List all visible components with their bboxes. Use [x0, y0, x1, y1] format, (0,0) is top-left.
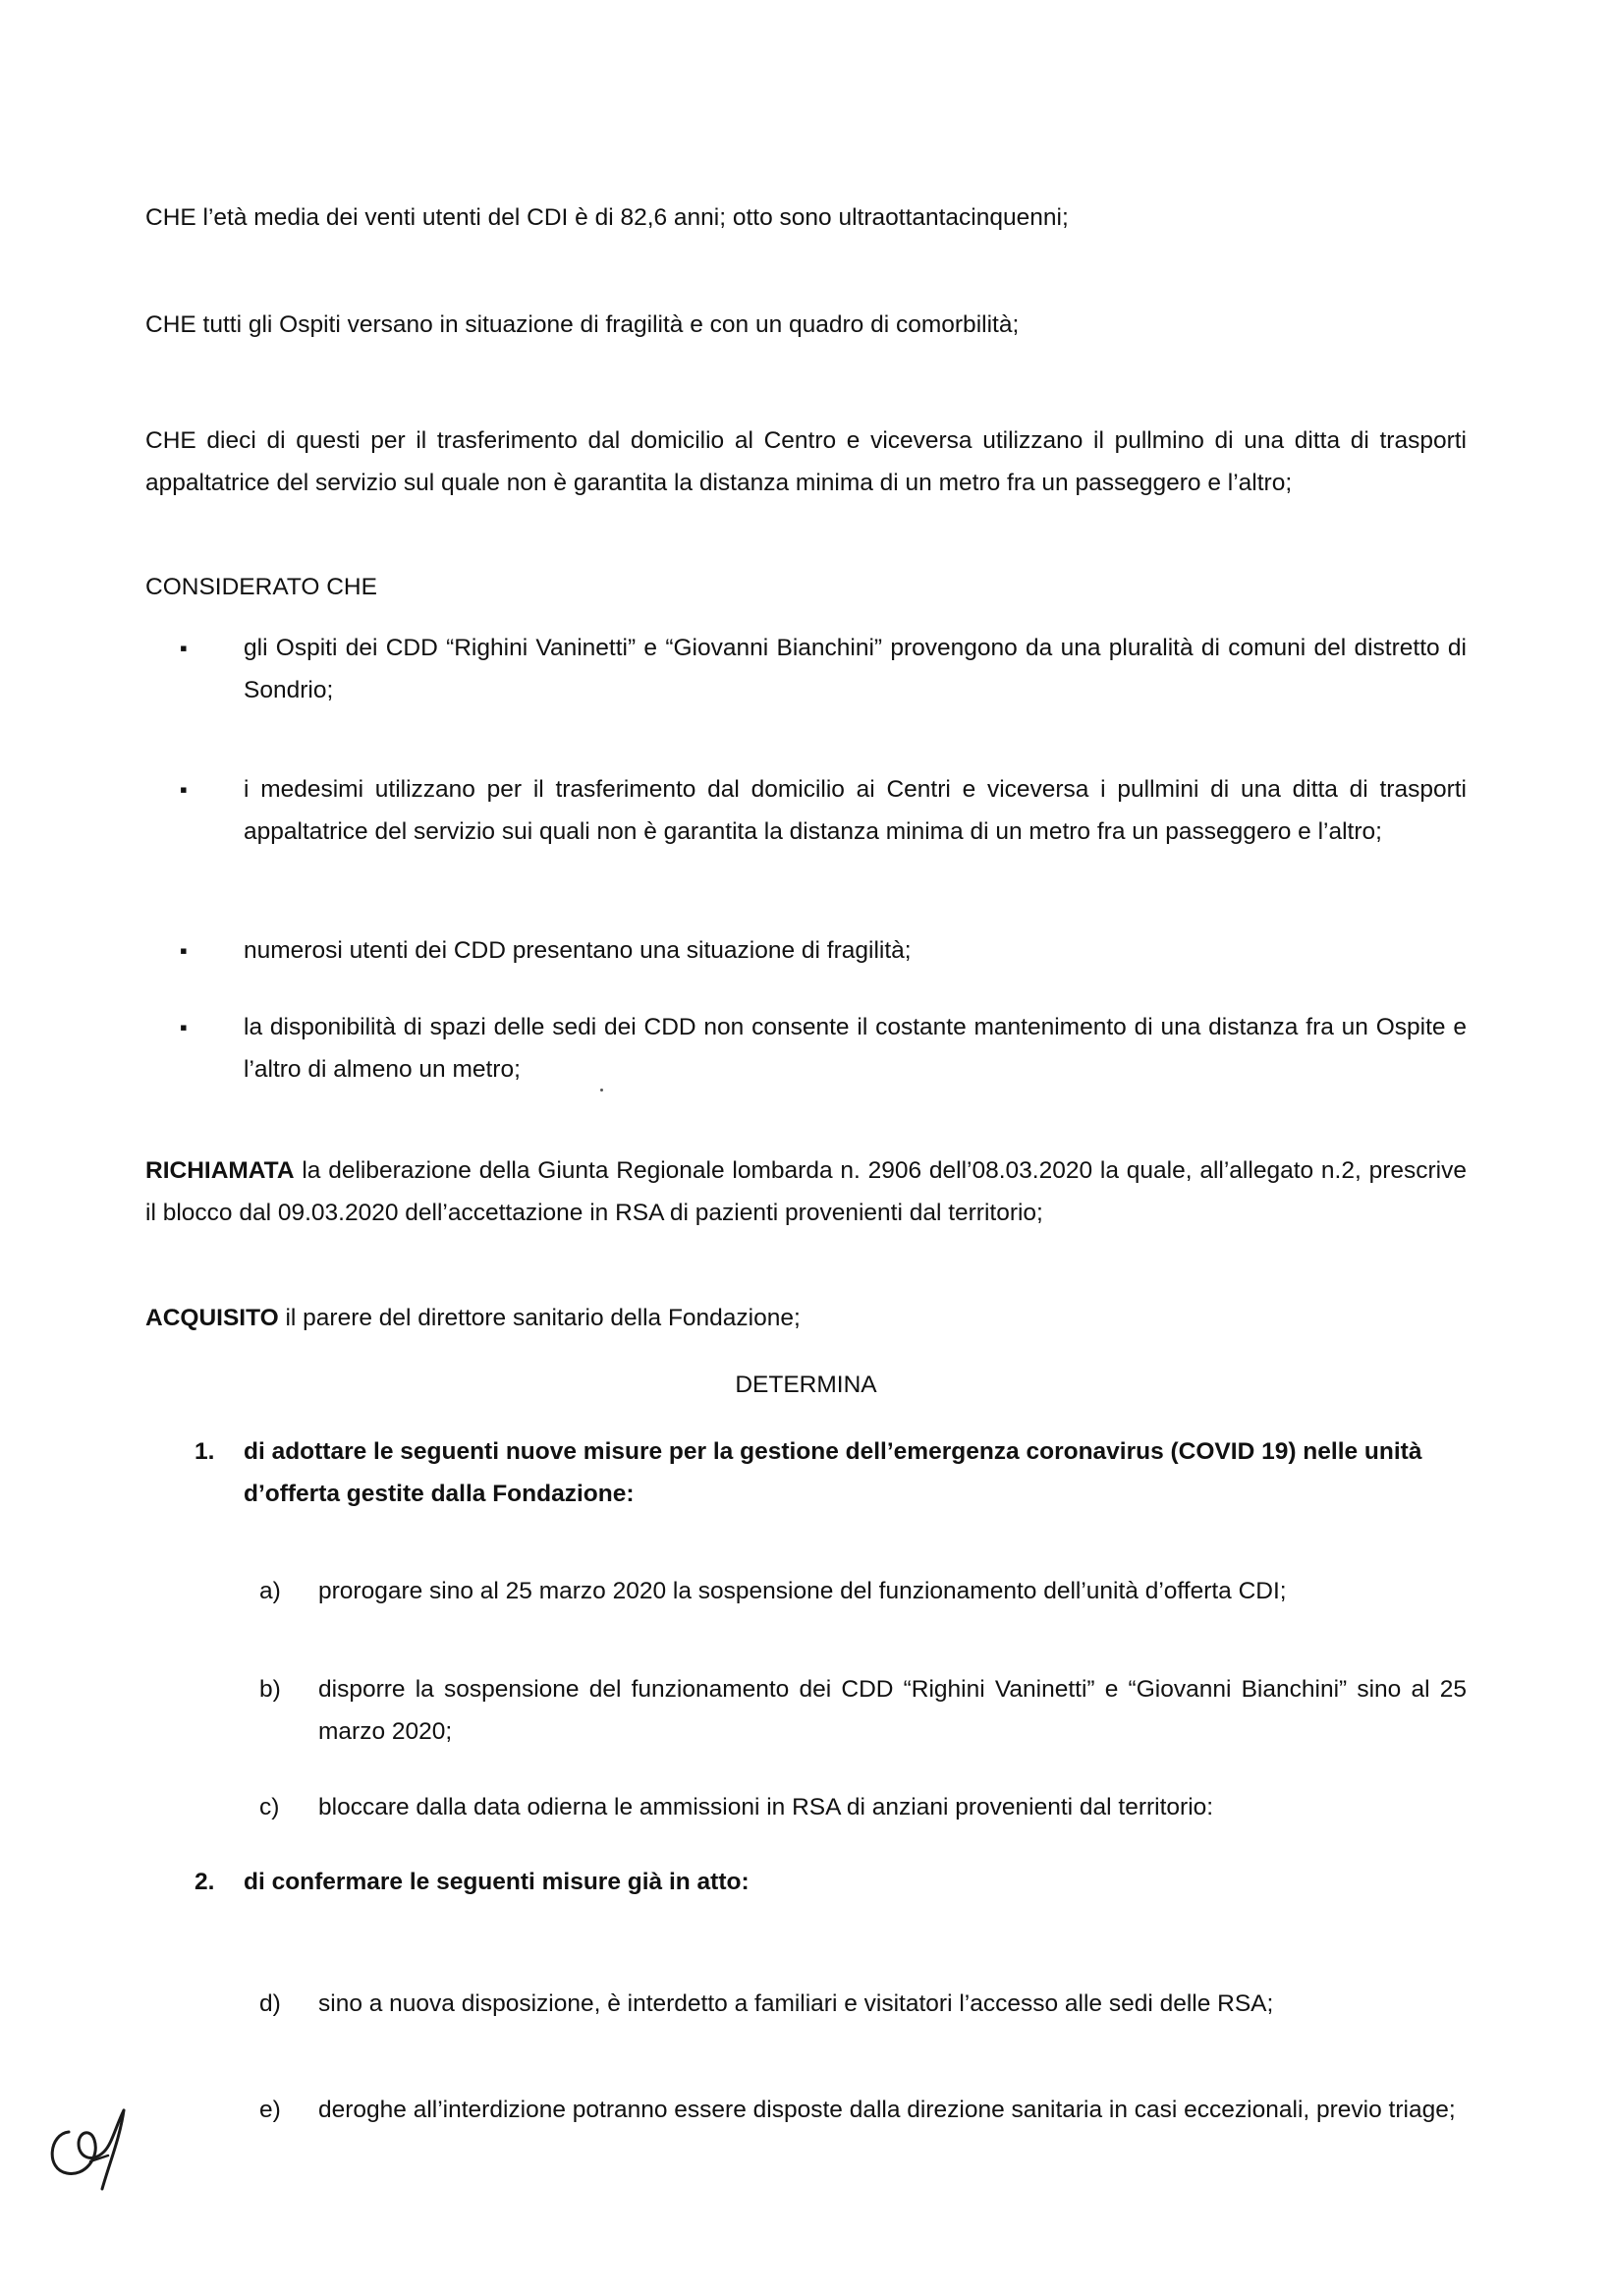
heading-determina: DETERMINA: [735, 1372, 877, 1398]
keyword-acquisito: ACQUISITO: [145, 1305, 279, 1331]
paragraph-text: il parere del direttore sanitario della Fondazione;: [278, 1305, 801, 1331]
bullet-item-4: la disponibilità di spazi delle sedi dei CDD non consente il costante mantenimento di una distanza fra un Ospite e l’altro di almeno un metro;: [244, 1014, 1467, 1083]
paragraph-fragilita: [145, 304, 1467, 346]
subitem-label: c): [259, 1794, 280, 1820]
subitem-label: b): [259, 1676, 281, 1703]
subitem-a: prorogare sino al 25 marzo 2020 la sospensione del funzionamento dell’unità d’offerta CDI;: [318, 1578, 1287, 1604]
bullet-item-1: gli Ospiti dei CDD “Righini Vaninetti” e “Giovanni Bianchini” provengono da una pluralità di comuni del distretto di Sondrio;: [244, 635, 1467, 703]
paragraph-text: la deliberazione della Giunta Regionale lombarda n. 2906 dell’08.03.2020 la quale, all’allegato n.2, prescrive il blocco dal 09.03.2020 dell’accettazione in RSA di pazienti provenienti dal territorio;: [145, 1157, 1467, 1226]
paragraph-trasporto: [145, 420, 1467, 504]
bullet-item-2: i medesimi utilizzano per il trasferimento dal domicilio ai Centri e viceversa i pullmini di una ditta di trasporti appaltatrice del servizio sui quali non è garantita la distanza minima di un metro fra un passeggero e l’altro;: [244, 776, 1467, 845]
heading-considerato-che: CONSIDERATO CHE: [145, 574, 377, 600]
paragraph-eta-media: [145, 196, 1467, 239]
scan-speck: [600, 1089, 603, 1092]
subitem-c: bloccare dalla data odierna le ammissioni in RSA di anziani provenienti dal territorio:: [318, 1794, 1214, 1820]
paragraph-richiamata: [145, 1149, 1467, 1234]
item-nuove-misure: di adottare le seguenti nuove misure per la gestione dell’emergenza coronavirus (COVID 19) nelle unità d’offerta gestite dalla Fondazione:: [244, 1438, 1422, 1507]
keyword-che: CHE: [145, 204, 196, 231]
bullet-item-3: numerosi utenti dei CDD presentano una situazione di fragilità;: [244, 937, 912, 964]
bullet-marker: ▪: [180, 938, 188, 963]
subitem-e: deroghe all’interdizione potranno essere disposte dalla direzione sanitaria in casi eccezionali, previo triage;: [318, 2097, 1456, 2123]
item-number: 2.: [195, 1869, 215, 1895]
bullet-marker: ▪: [180, 1015, 188, 1039]
subitem-label: d): [259, 1990, 281, 2017]
bullet-marker: ▪: [180, 636, 188, 660]
paragraph-text: dieci di questi per il trasferimento dal domicilio al Centro e viceversa utilizzano il pullmino di una ditta di trasporti appaltatrice del servizio sul quale non è garantita la distanza minima di un metro fra un passeggero e l’altro;: [145, 427, 1467, 496]
keyword-richiamata: RICHIAMATA: [145, 1157, 295, 1184]
subitem-label: a): [259, 1578, 281, 1604]
subitem-d: sino a nuova disposizione, è interdetto a familiari e visitatori l’accesso alle sedi delle RSA;: [318, 1990, 1274, 2017]
keyword-che: CHE: [145, 427, 196, 454]
subitem-b: disporre la sospensione del funzionamento dei CDD “Righini Vaninetti” e “Giovanni Bianchini” sino al 25 marzo 2020;: [318, 1676, 1467, 1745]
paragraph-acquisito: [145, 1297, 1467, 1339]
keyword-che: CHE: [145, 311, 196, 338]
item-misure-in-atto: di confermare le seguenti misure già in atto:: [244, 1869, 750, 1895]
bullet-marker: ▪: [180, 777, 188, 802]
paragraph-text: tutti gli Ospiti versano in situazione di fragilità e con un quadro di comorbilità;: [195, 311, 1020, 338]
handwritten-signature-icon: [39, 2093, 147, 2201]
subitem-label: e): [259, 2097, 281, 2123]
item-number: 1.: [195, 1438, 215, 1465]
paragraph-text: l’età media dei venti utenti del CDI è di 82,6 anni; otto sono ultraottantacinquenni;: [195, 204, 1069, 231]
